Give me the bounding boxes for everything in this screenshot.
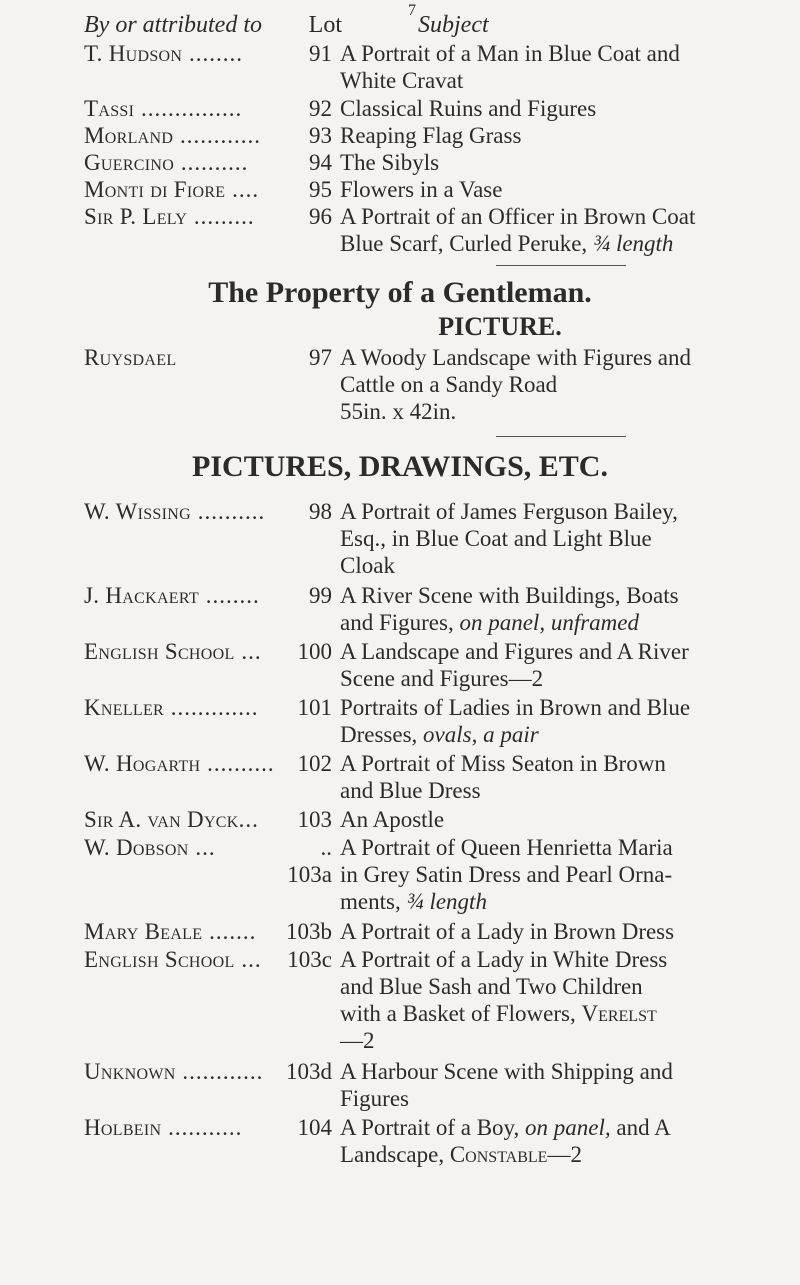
lot-subject: Reaping Flag Grass <box>340 123 522 148</box>
lot-subject: An Apostle <box>340 807 445 832</box>
lot-number: 98 <box>309 499 332 524</box>
lot-subject: A Landscape and Figures and A River Scene and Figures—2 <box>340 639 689 691</box>
lot-number: 96 <box>309 204 332 229</box>
lot-number: 103d <box>286 1059 332 1084</box>
artist-name: Mary Beale ....... <box>84 919 257 944</box>
section-divider <box>496 265 626 266</box>
lot-number: 94 <box>309 150 332 175</box>
lot-number: .. 103a <box>287 835 332 887</box>
lot-subject: A Portrait of a Man in Blue Coat and White Cravat <box>340 41 680 93</box>
lot-number: 91 <box>309 41 332 66</box>
lot-subject: Portraits of Ladies in Brown and Blue Dresses, ovals, a pair <box>340 695 691 747</box>
lot-subject: A Portrait of Miss Seaton in Brown and Blue Dress <box>340 751 666 803</box>
lot-subject: A Portrait of a Lady in Brown Dress <box>340 919 675 944</box>
lot-subject: Classical Ruins and Figures <box>340 96 597 121</box>
section-divider <box>496 436 626 437</box>
lot-number: 103 <box>297 807 332 832</box>
lot-subject: Flowers in a Vase <box>340 177 503 202</box>
lot-number: 101 <box>297 695 332 720</box>
artist-name: W. Wissing .......... <box>84 499 266 524</box>
artist-name: Morland ............ <box>84 123 261 148</box>
header-subject: Subject <box>418 12 489 38</box>
artist-name: Monti di Fiore .... <box>84 177 260 202</box>
artist-name: T. Hudson ........ <box>84 41 244 66</box>
artist-name: W. Hogarth .......... <box>84 751 275 776</box>
artist-name: W. Dobson ... <box>84 835 216 860</box>
lot-number: 99 <box>309 583 332 608</box>
lot-subject: A Harbour Scene with Shipping and Figures <box>340 1059 673 1111</box>
artist-name: Unknown ............ <box>84 1059 264 1084</box>
section-heading-pictures: PICTURES, DRAWINGS, ETC. <box>192 450 608 483</box>
artist-name: Tassi ............... <box>84 96 243 121</box>
section-heading-property: The Property of a Gentleman. <box>208 276 592 309</box>
lot-subject: A Woody Landscape with Figures and Cattle on a Sandy Road 55in. x 42in. <box>340 345 691 424</box>
artist-name: Holbein ........... <box>84 1115 243 1140</box>
artist-name: Kneller ............. <box>84 695 259 720</box>
page-number: 7 <box>408 2 416 19</box>
artist-name: English School ... <box>84 947 262 972</box>
lot-subject: A Portrait of a Lady in White Dress and Blue Sash and Two Children with a Basket of Flowers, Verelst —2 <box>340 947 668 1053</box>
section-heading-picture: PICTURE. <box>438 312 562 341</box>
lot-number: 92 <box>309 96 332 121</box>
lot-number: 104 <box>297 1115 332 1140</box>
lot-number: 103c <box>287 947 332 972</box>
lot-subject: A River Scene with Buildings, Boats and Figures, on panel, unframed <box>340 583 679 635</box>
header-by: By or attributed to <box>84 12 262 38</box>
lot-subject: A Portrait of an Officer in Brown Coat Blue Scarf, Curled Peruke, ¾ length <box>340 204 696 256</box>
lot-number: 95 <box>309 177 332 202</box>
artist-name: Guercino .......... <box>84 150 249 175</box>
lot-number: 100 <box>297 639 332 664</box>
artist-name: J. Hackaert ........ <box>84 583 260 608</box>
lot-number: 103b <box>286 919 332 944</box>
artist-name: Sir A. van Dyck... <box>84 807 259 832</box>
lot-subject: A Portrait of a Boy, on panel, and A Landscape, Constable—2 <box>340 1115 671 1167</box>
artist-name: Ruysdael <box>84 345 177 370</box>
lot-subject: A Portrait of Queen Henrietta Maria in Grey Satin Dress and Pearl Orna- ments, ¾ length <box>340 835 673 914</box>
lot-number: 102 <box>297 751 332 776</box>
artist-name: Sir P. Lely ......... <box>84 204 255 229</box>
lot-number: 93 <box>309 123 332 148</box>
header-lot: Lot <box>308 12 342 38</box>
lot-subject: A Portrait of James Ferguson Bailey, Esq., in Blue Coat and Light Blue Cloak <box>340 499 678 578</box>
lot-number: 97 <box>309 345 332 370</box>
artist-name: English School ... <box>84 639 262 664</box>
lot-subject: The Sibyls <box>340 150 440 175</box>
